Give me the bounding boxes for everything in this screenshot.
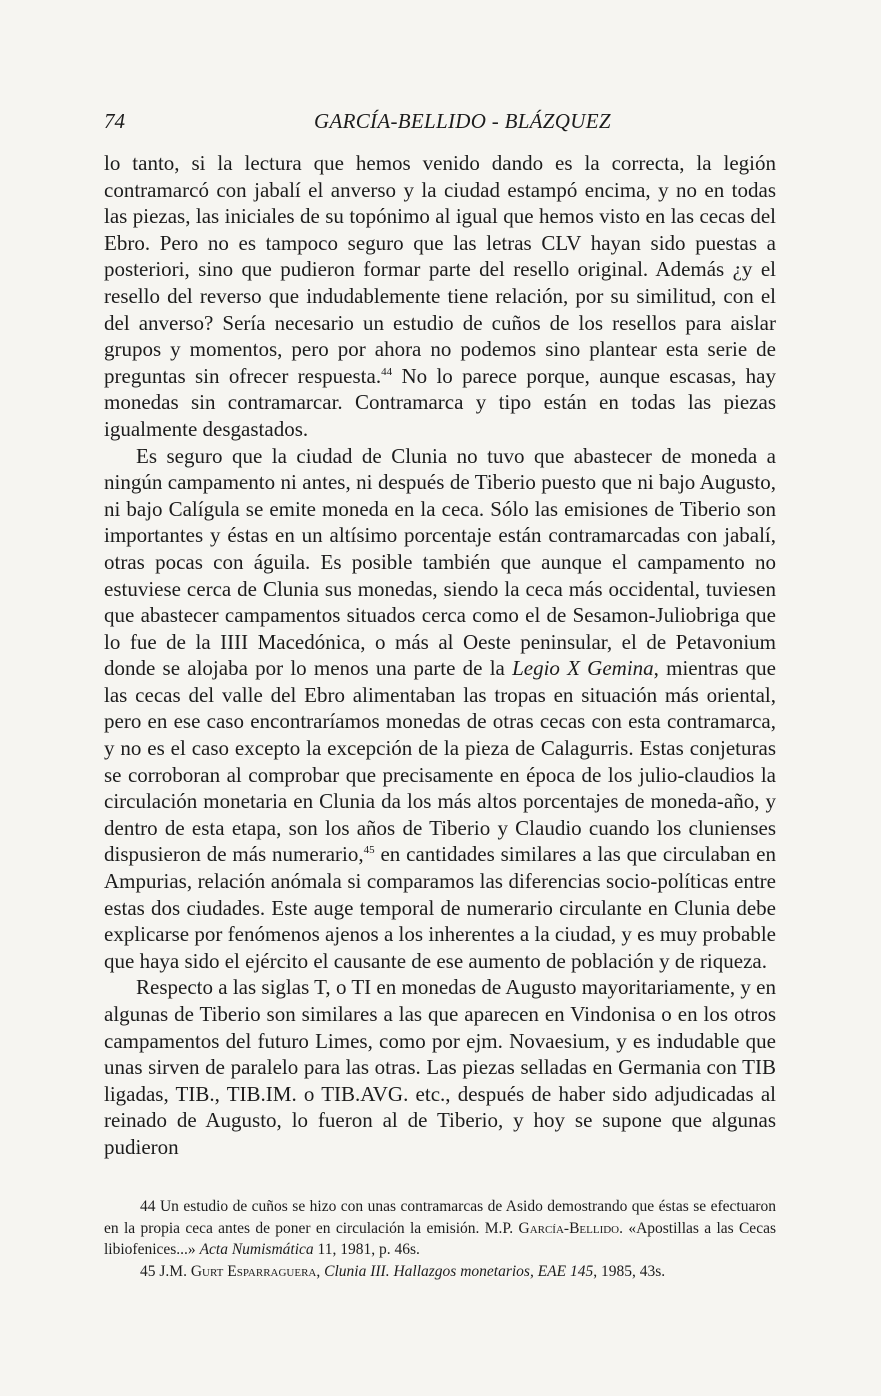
footnote-45-author: Gurt Esparraguera (190, 1262, 317, 1280)
body-text (104, 150, 776, 1161)
footnote-44-author: García-Bellido (518, 1219, 620, 1237)
paragraph-1 (104, 150, 776, 443)
footnote-44 (104, 1196, 776, 1261)
footnote-44-text-a: Un estudio de cuños se hizo con unas contramarcas de Asido demostrando que éstas se efectuaron en la propia ceca antes de poner en circulación la emisión. M.P. (104, 1198, 776, 1237)
paragraph-2 (104, 443, 776, 975)
footnote-45-text-c: , 1985, 43s. (593, 1262, 666, 1280)
footnote-44-text-c: 11, 1981, p. 46s. (313, 1241, 420, 1258)
footnote-ref-45[interactable]: 45 (363, 844, 375, 857)
footnote-45-text-b: , (316, 1262, 325, 1280)
footnote-44-text-b: . «Apostillas a las Cecas libiofenices...» (104, 1219, 776, 1258)
footnote-ref-44[interactable]: 44 (381, 365, 393, 378)
footnotes (104, 1196, 776, 1282)
paragraph-3 (104, 974, 776, 1160)
running-title: GARCÍA-BELLIDO - BLÁZQUEZ (314, 109, 611, 133)
paragraph-2-italic: Legio X Gemina (512, 656, 654, 681)
footnote-45 (104, 1261, 776, 1283)
paragraph-1-text-b: No lo parece porque, aunque escasas, hay monedas sin contramarcar. Contramarca y tipo están en todas las piezas igualmente desgastados. (104, 363, 776, 441)
page-number: 74 (104, 109, 125, 133)
paragraph-1-text-a: lo tanto, si la lectura que hemos venido dando es la correcta, la legión contramarcó con jabalí el anverso y la ciudad estampó encima, y no en todas las piezas, las iniciales de su topónimo al igual que hemos visto en las cecas del Ebro. Pero no es tampoco seguro que las letras CLV hayan sido puestas a posteriori, sino que pudieron formar parte del resello original. Además ¿y el resello del reverso que indudablemente tiene relación, por su similitud, con el del anverso? Sería necesario un estudio de cuños de los resellos para aislar grupos y momentos, pero por ahora no podemos sino plantear esta serie de preguntas sin ofrecer respuesta. (104, 151, 776, 388)
paragraph-2-text-c: en cantidades similares a las que circulaban en Ampurias, relación anómala si comparamos las diferencias socio-políticas entre estas dos ciudades. Este auge temporal de numerario circulante en Clunia debe explicarse por fenómenos ajenos a los inherentes a la ciudad, y es muy probable que haya sido el ejército el causante de ese aumento de población y de riqueza. (104, 842, 776, 973)
page-header (104, 109, 776, 139)
paragraph-2-text-b: , mientras que las cecas del valle del Ebro alimentaban las tropas en situación más oriental, pero en ese caso encontraríamos monedas de otras cecas con esta contramarca, y no es el caso excepto la excepción de la pieza de Calagurris. Estas conjeturas se corroboran al comprobar que precisamente en época de los julio-claudios la circulación monetaria en Clunia da los más altos porcentajes de moneda-año, y dentro de esta etapa, son los años de Tiberio y Claudio cuando los clunienses dispusieron de más numerario, (104, 656, 776, 867)
footnote-44-number: 44 (140, 1198, 156, 1215)
footnote-44-journal: Acta Numismática (199, 1241, 314, 1258)
footnote-45-number: 45 (140, 1262, 156, 1280)
paragraph-3-text: Respecto a las siglas T, o TI en monedas de Augusto mayoritariamente, y en algunas de Tiberio son similares a las que aparecen en Vindonisa o en los otros campamentos del futuro Limes, como por ejm. Novaesium, y es indudable que unas sirven de paralelo para las otras. Las piezas selladas en Germania con TIB ligadas, TIB., TIB.IM. o TIB.AVG. etc., después de haber sido adjudicadas al reinado de Augusto, lo fueron al de Tiberio, y hoy se supone que algunas pudieron (104, 975, 776, 1159)
footnote-45-text-a: J.M. (155, 1262, 191, 1280)
paragraph-2-text-a: Es seguro que la ciudad de Clunia no tuvo que abastecer de moneda a ningún campamento ni antes, ni después de Tiberio puesto que ni bajo Augusto, ni bajo Calígula se emite moneda en la ceca. Sólo las emisiones de Tiberio son importantes y éstas en un altísimo porcentaje están contramarcadas con jabalí, otras pocas con águila. Es posible también que aunque el campamento no estuviese cerca de Clunia sus monedas, siendo la ceca más occidental, tuviesen que abastecer campamentos situados cerca como el de Sesamon-Juliobriga que lo fue de la IIII Macedónica, o más al Oeste peninsular, el de Petavonium donde se alojaba por lo menos una parte de la (104, 443, 776, 681)
footnote-45-title: Clunia III. Hallazgos monetarios, EAE 145 (324, 1262, 594, 1280)
